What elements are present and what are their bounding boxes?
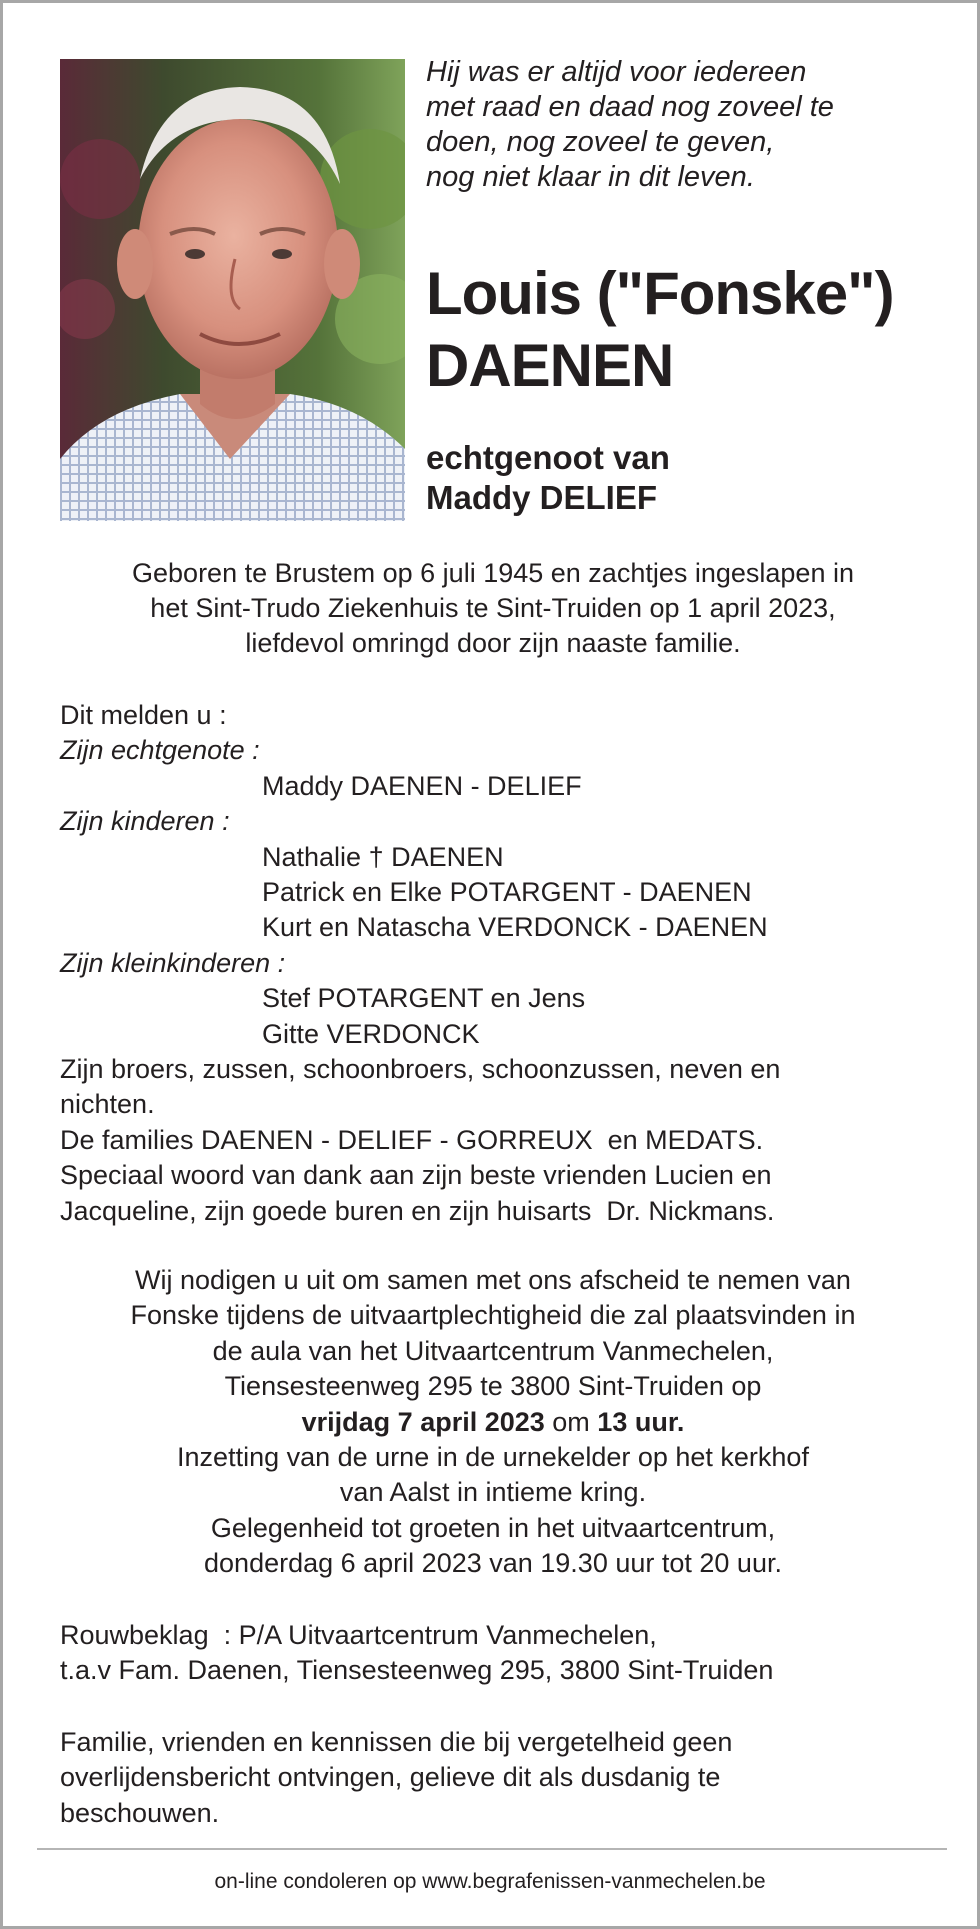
grandchild-entry: Stef POTARGENT en Jens [262,983,586,1014]
notice-line: beschouwen. [60,1797,220,1828]
grandchild-entry: Gitte VERDONCK [262,1018,480,1049]
grandchildren-label: Zijn kleinkinderen : [60,947,286,978]
condolence-line: Rouwbeklag : P/A Uitvaartcentrum Vanmechelen, [60,1620,657,1650]
spouse-heading [426,438,946,518]
funeral-invitation [43,1263,943,1582]
poem-line: nog niet klaar in dit leven. [426,161,755,193]
thanks-line: Speciaal woord van dank aan zijn beste vrienden Lucien en [60,1160,772,1191]
child-entry: Nathalie † DAENEN [262,841,504,872]
poem-line: Hij was er altijd voor iedereen [426,56,807,88]
thanks-line: Jacqueline, zijn goede buren en zijn huisarts Dr. Nickmans. [60,1195,775,1226]
children-label: Zijn kinderen : [60,806,230,837]
footer-divider [37,1848,947,1850]
memorial-poem [426,55,946,195]
invitation-line: de aula van het Uitvaartcentrum Vanmechelen, [212,1335,774,1366]
invitation-line: Inzetting van de urne in de urnekelder op het kerkhof [177,1442,809,1473]
ceremony-datetime [43,1405,943,1440]
invitation-line: Wij nodigen u uit om samen met ons afscheid te nemen van [135,1265,851,1295]
siblings-line: nichten. [60,1089,155,1120]
ceremony-om: om [544,1406,598,1437]
invitation-line: van Aalst in intieme kring. [339,1477,647,1508]
birth-line: het Sint-Trudo Ziekenhuis te Sint-Truiden op 1 april 2023, [150,593,836,623]
condolence-address [60,1618,960,1689]
ceremony-time: 13 uur. [597,1406,685,1437]
notice-paragraph [60,1725,920,1831]
spouse-label: Zijn echtgenote : [60,735,260,766]
birth-line: liefdevol omringd door zijn naaste familie. [245,628,741,658]
deceased-first-name: Louis ("Fonske") [426,260,894,327]
deceased-surname: DAENEN [426,332,674,399]
online-condolence-footer: on-line condoleren op www.begrafenissen-vanmechelen.be [214,1870,766,1893]
families-line: De families DAENEN - DELIEF - GORREUX en MEDATS. [60,1124,764,1155]
poem-line: met raad en daad nog zoveel te [426,91,834,123]
ceremony-date: vrijdag 7 april 2023 [301,1406,545,1437]
spouse-name: Maddy DELIEF [426,479,658,516]
child-entry: Kurt en Natascha VERDONCK - DAENEN [262,912,768,943]
deceased-name [426,258,966,402]
birth-death-statement [43,556,943,661]
birth-line: Geboren te Brustem op 6 juli 1945 en zachtjes ingeslapen in [132,558,854,588]
condolence-line: t.a.v Fam. Daenen, Tiensesteenweg 295, 3800 Sint-Truiden [60,1655,774,1686]
notice-line: Familie, vrienden en kennissen die bij vergetelheid geen [60,1727,733,1757]
invitation-line: donderdag 6 april 2023 van 19.30 uur tot 20 uur. [204,1548,782,1579]
poem-line: doen, nog zoveel te geven, [426,126,775,158]
spouse-entry: Maddy DAENEN - DELIEF [262,770,582,801]
family-intro: Dit melden u : [60,700,227,730]
family-announcement [60,698,960,1229]
invitation-line: Tiensesteenweg 295 te 3800 Sint-Truiden op [224,1371,762,1402]
notice-line: overlijdensbericht ontvingen, gelieve dit als dusdanig te [60,1762,721,1793]
invitation-line: Fonske tijdens de uitvaartplechtigheid die zal plaatsvinden in [130,1300,856,1331]
siblings-line: Zijn broers, zussen, schoonbroers, schoonzussen, neven en [60,1054,781,1085]
portrait-photo [60,59,405,521]
child-entry: Patrick en Elke POTARGENT - DAENEN [262,877,752,908]
invitation-line: Gelegenheid tot groeten in het uitvaartcentrum, [210,1512,776,1543]
spouse-relation: echtgenoot van [426,439,670,476]
